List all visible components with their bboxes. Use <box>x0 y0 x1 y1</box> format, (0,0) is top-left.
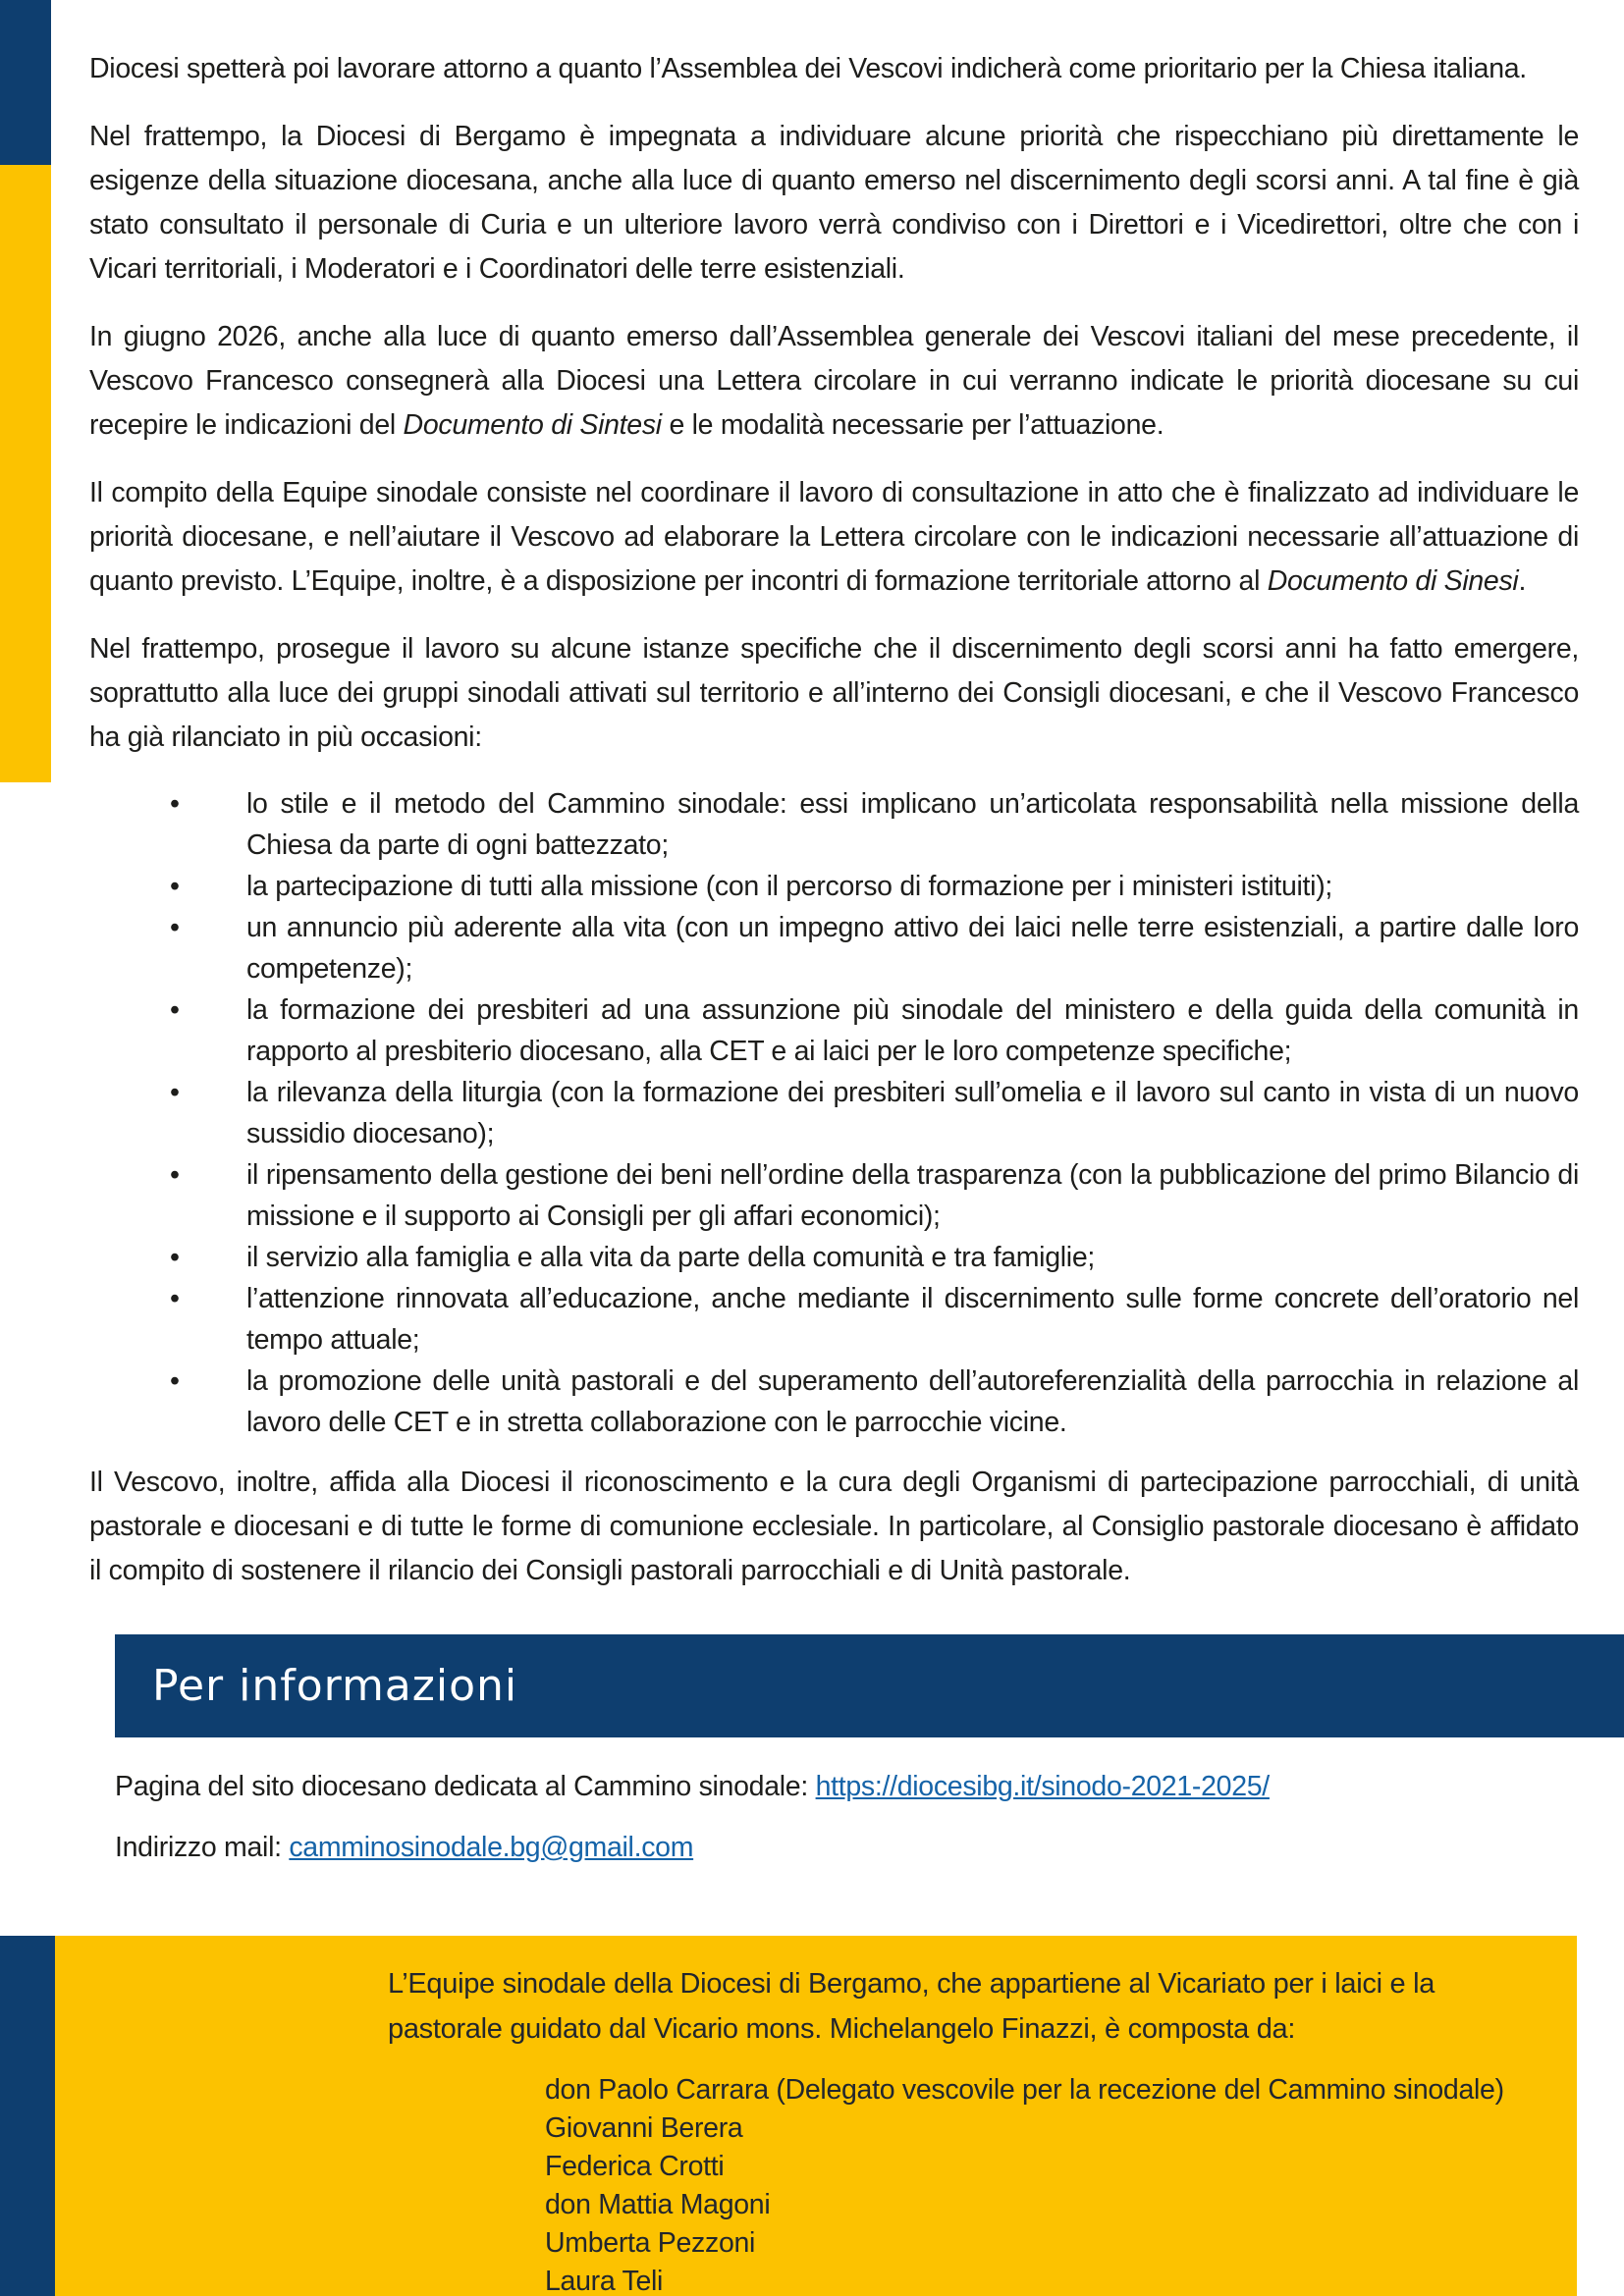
site-link[interactable]: https://diocesibg.it/sinodo-2021-2025/ <box>815 1771 1270 1802</box>
paragraph-text: e le modalità necessarie per l’attuazione. <box>661 409 1164 441</box>
list-item: • la promozione delle unità pastorali e del superamento dell’autoreferenzialità della parrocchia in relazione al lavoro delle CET e in stretta collaborazione con le parrocchie vicine. <box>89 1361 1579 1443</box>
italic-document-title: Documento di Sintesi <box>403 409 662 441</box>
accent-bar-blue-bottom <box>0 1936 55 2296</box>
list-item: • la rilevanza della liturgia (con la formazione dei presbiteri sull’omelia e il lavoro sul canto in vista di un nuovo sussidio diocesano); <box>89 1072 1579 1154</box>
equipe-member: Giovanni Berera <box>545 2112 743 2144</box>
equipe-member: don Mattia Magoni <box>545 2189 771 2220</box>
list-item: • l’attenzione rinnovata all’educazione, anche mediante il discernimento sulle forme concrete dell’oratorio nel tempo attuale; <box>89 1278 1579 1361</box>
accent-bar-yellow-top <box>0 165 51 782</box>
paragraph-giugno-2026 <box>89 315 1579 448</box>
paragraph-diocesi-bergamo: Nel frattempo, la Diocesi di Bergamo è impegnata a individuare alcune priorità che rispecchiano più direttamente le esigenze della situazione diocesana, anche alla luce di quanto emerso nel discernimento degli scorsi anni. A tal fine è già stato consultato il personale di Curia e un ulteriore lavoro verrà condiviso con i Direttori e i Vicedirettori, oltre che con i Vicari territoriali, i Moderatori e i Coordinatori delle terre esistenziali. <box>89 121 1579 285</box>
list-item: • un annuncio più aderente alla vita (con un impegno attivo dei laici nelle terre esistenziali, a partire dalle loro competenze); <box>89 907 1579 989</box>
paragraph-text: In giugno 2026, anche alla luce di quanto emerso dall’Assemblea generale dei Vescovi italiani del mese precedente, il Vescovo Francesco consegnerà alla Diocesi una Lettera circolare in cui verranno indicate le priorità diocesane su cui recepire le indicazioni del <box>89 321 1579 441</box>
list-item: • lo stile e il metodo del Cammino sinodale: essi implicano un’articolata responsabilità nella missione della Chiesa da parte di ogni battezzato; <box>89 783 1579 866</box>
priority-list <box>89 783 1579 1443</box>
equipe-member: Laura Teli <box>545 2266 664 2296</box>
info-site-line <box>115 1765 1579 1809</box>
equipe-box <box>55 1936 1577 2296</box>
equipe-member: Federica Crotti <box>545 2151 725 2182</box>
document-body <box>89 47 1579 1870</box>
equipe-member: Umberta Pezzoni <box>545 2227 756 2259</box>
info-title: Per informazioni <box>152 1661 518 1711</box>
equipe-member: don Paolo Carrara (Delegato vescovile per la recezione del Cammino sinodale) <box>545 2074 1504 2106</box>
paragraph-text: . <box>1518 565 1527 597</box>
list-item: • il servizio alla famiglia e alla vita da parte della comunità e tra famiglie; <box>89 1237 1579 1278</box>
mail-link[interactable]: camminosinodale.bg@gmail.com <box>289 1832 694 1863</box>
info-mail-label: Indirizzo mail: <box>115 1832 290 1863</box>
paragraph-text: Il compito della Equipe sinodale consiste nel coordinare il lavoro di consultazione in atto che è finalizzato ad individuare le priorità diocesane, e nell’aiutare il Vescovo ad elaborare la Lettera circolare con le indicazioni necessarie all’attuazione di quanto previsto. L’Equipe, inoltre, è a disposizione per incontri di formazione territoriale attorno al <box>89 477 1579 597</box>
equipe-members-list <box>545 2071 1508 2296</box>
list-item: • la formazione dei presbiteri ad una assunzione più sinodale del ministero e della guida della comunità in rapporto al presbiterio diocesano, alla CET e ai laici per le loro competenze specifiche; <box>89 989 1579 1072</box>
equipe-intro: L’Equipe sinodale della Diocesi di Bergamo, che appartiene al Vicariato per i laici e la pastorale guidato dal Vicario mons. Michelangelo Finazzi, è composta da: <box>388 1968 1435 2045</box>
paragraph-closing: Il Vescovo, inoltre, affida alla Diocesi il riconoscimento e la cura degli Organismi di partecipazione parrocchiali, di unità pastorale e diocesani e di tutte le forme di comunione ecclesiale. In particolare, al Consiglio pastorale diocesano è affidato il compito di sostenere il rilancio dei Consigli pastorali parrocchiali e di Unità pastorale. <box>89 1467 1579 1586</box>
italic-document-title: Documento di Sinesi <box>1267 565 1519 597</box>
list-item: • il ripensamento della gestione dei beni nell’ordine della trasparenza (con la pubblicazione del primo Bilancio di missione e il supporto ai Consigli per gli affari economici); <box>89 1154 1579 1237</box>
paragraph-intro: Diocesi spetterà poi lavorare attorno a quanto l’Assemblea dei Vescovi indicherà come prioritario per la Chiesa italiana. <box>89 53 1527 84</box>
info-mail-line <box>115 1826 1579 1870</box>
paragraph-istanze-specifiche: Nel frattempo, prosegue il lavoro su alcune istanze specifiche che il discernimento degli scorsi anni ha fatto emergere, soprattutto alla luce dei gruppi sinodali attivati sul territorio e all’interno dei Consigli diocesani, e che il Vescovo Francesco ha già rilanciato in più occasioni: <box>89 633 1579 753</box>
accent-bar-blue-top <box>0 0 51 165</box>
info-header-banner <box>115 1634 1624 1737</box>
info-site-label: Pagina del sito diocesano dedicata al Cammino sinodale: <box>115 1771 816 1802</box>
list-item: • la partecipazione di tutti alla missione (con il percorso di formazione per i ministeri istituiti); <box>89 866 1579 907</box>
paragraph-equipe-compito <box>89 471 1579 604</box>
